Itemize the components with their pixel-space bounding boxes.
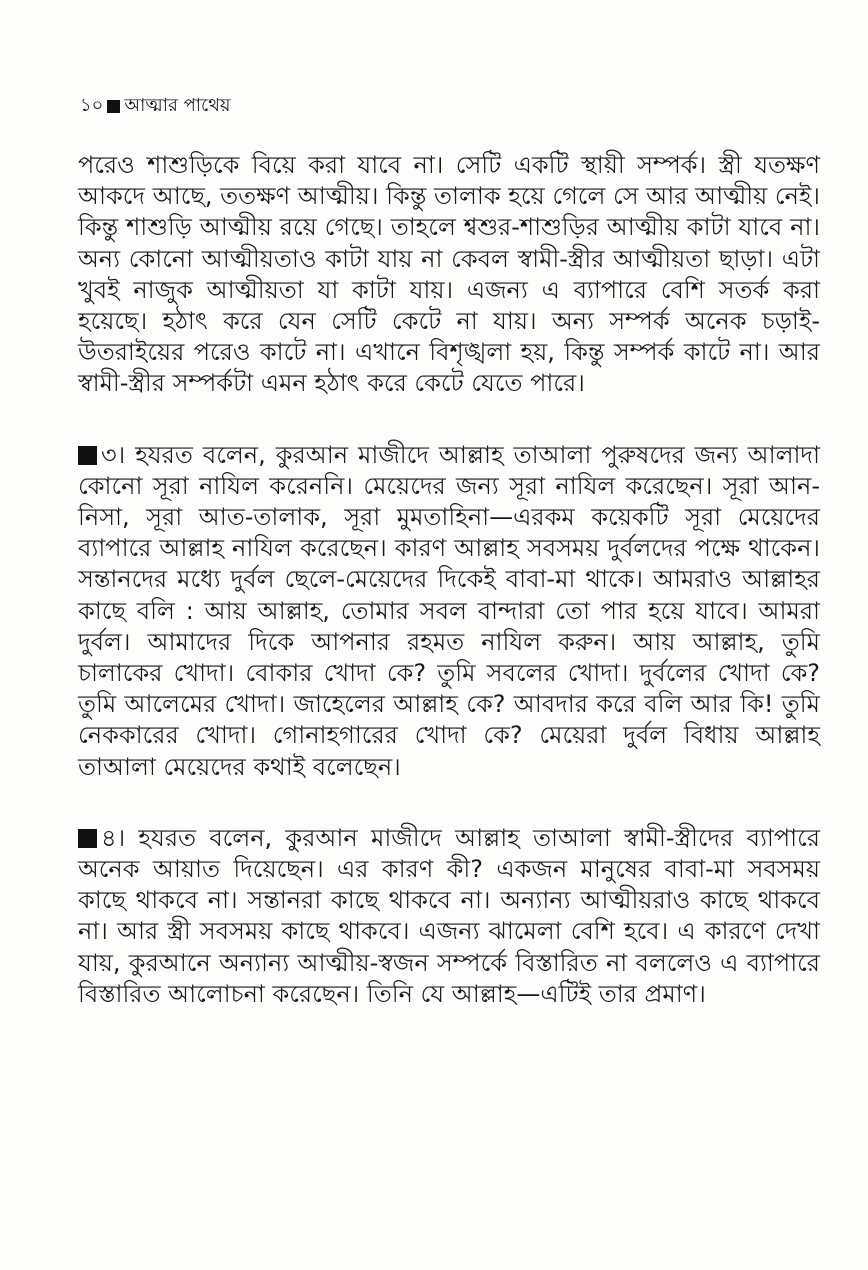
book-title: আত্মার পাথেয় [124, 95, 231, 116]
paragraph-4 [78, 823, 820, 1010]
square-bullet-icon [107, 100, 120, 113]
paragraph-text: পরেও শাশুড়িকে বিয়ে করা যাবে না। সেটি একটি স্থায়ী সম্পর্ক। স্ত্রী যতক্ষণ আকদে আছে, ততক্ষণ আত্মীয়। কিন্তু তালাক হয়ে গেলে সে আর আত্মীয় নেই। কিন্তু শাশুড়ি আত্মীয় রয়ে গেছে। তাহলে শ্বশুর-শাশুড়ির আত্মীয় কাটা যাবে না। অন্য কোনো আত্মীয়তাও কাটা যায় না কেবল স্বামী-স্ত্রীর আত্মীয়তা ছাড়া। এটা খুবই নাজুক আত্মীয়তা যা কাটা যায়। এজন্য এ ব্যাপারে বেশি সতর্ক করা হয়েছে। হঠাৎ করে যেন সেটি কেটে না যায়। অন্য সম্পর্ক অনেক চড়াই-উতরাইয়ের পরেও কাটে না। এখানে বিশৃঙ্খলা হয়, কিন্তু সম্পর্ক কাটে না। আর স্বামী-স্ত্রীর সম্পর্কটা এমন হঠাৎ করে কেটে যেতে পারে। [78, 151, 820, 398]
paragraph-3 [78, 440, 820, 783]
running-head [80, 94, 231, 118]
page-number: ১০ [80, 95, 104, 116]
paragraph-continuation [78, 150, 820, 400]
paragraph-text: হযরত বলেন, কুরআন মাজীদে আল্লাহ তাআলা পুরুষদের জন্য আলাদা কোনো সূরা নাযিল করেননি। মেয়েদের জন্য সূরা নাযিল করেছেন। সূরা আন-নিসা, সূরা আত-তালাক, সূরা মুমতাহিনা—এরকম কয়েকটি সূরা মেয়েদের ব্যাপারে আল্লাহ নাযিল করেছেন। কারণ আল্লাহ সবসময় দুর্বলদের পক্ষে থাকেন। সন্তানদের মধ্যে দুর্বল ছেলে-মেয়েদের দিকেই বাবা-মা থাকে। আমরাও আল্লাহর কাছে বলি : আয় আল্লাহ, তোমার সবল বান্দারা তো পার হয়ে যাবে। আমরা দুর্বল। আমাদের দিকে আপনার রহমত নাযিল করুন। আয় আল্লাহ, তুমি চালাকের খোদা। বোকার খোদা কে? তুমি সবলের খোদা। দুর্বলের খোদা কে? তুমি আলেমের খোদা। জাহেলের আল্লাহ কে? আবদার করে বলি আর কি! তুমি নেককারের খোদা। গোনাহগারের খোদা কে? মেয়েরা দুর্বল বিধায় আল্লাহ তাআলা মেয়েদের কথাই বলেছেন। [78, 440, 820, 781]
square-bullet-icon [78, 829, 97, 848]
paragraph-number: ৪। [101, 823, 126, 852]
body-text [78, 150, 820, 1010]
paragraph-number: ৩। [101, 440, 126, 469]
square-bullet-icon [78, 446, 97, 465]
paragraph-text: হযরত বলেন, কুরআন মাজীদে আল্লাহ তাআলা স্বামী-স্ত্রীদের ব্যাপারে অনেক আয়াত দিয়েছেন। এর কারণ কী? একজন মানুষের বাবা-মা সবসময় কাছে থাকবে না। সন্তানরা কাছে থাকবে না। অন্যান্য আত্মীয়রাও কাছে থাকবে না। আর স্ত্রী সবসময় কাছে থাকবে। এজন্য ঝামেলা বেশি হবে। এ কারণে দেখা যায়, কুরআনে অন্যান্য আত্মীয়-স্বজন সম্পর্কে বিস্তারিত না বললেও এ ব্যাপারে বিস্তারিত আলোচনা করেছেন। তিনি যে আল্লাহ—এটিই তার প্রমাণ। [78, 823, 820, 1008]
